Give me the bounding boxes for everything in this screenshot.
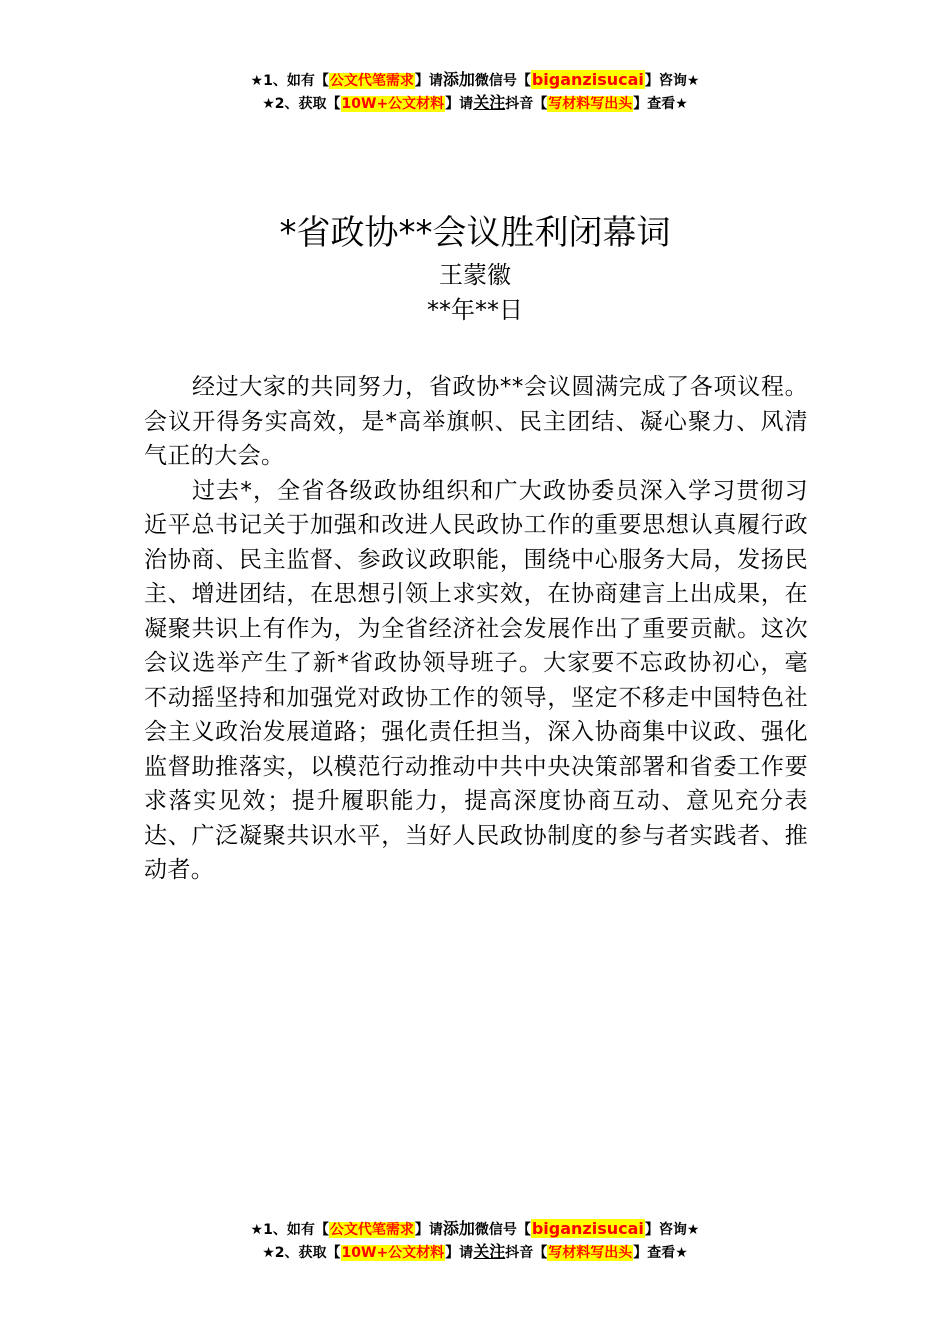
document-author: 王蒙徽 [439, 261, 511, 289]
highlight-materials: 10W+公文材料 [341, 96, 445, 112]
body-paragraph: 经过大家的共同努力，省政协**会议圆满完成了各项议程。会议开得务实高效，是*高举旗帜、民主团结、凝心聚力、风清气正的大会。 [144, 374, 808, 469]
document-header [0, 208, 950, 328]
highlight-wechat-id: biganzisucai [531, 70, 644, 89]
bottom-promo-banner [0, 1218, 950, 1264]
promo-line-2: ★2、获取【10W+公文材料】请关注抖音【写材料写出头】查看★ [262, 1242, 688, 1261]
highlight-douyin-account: 写材料写出头 [548, 1245, 633, 1261]
promo-line-2: ★2、获取【10W+公文材料】请关注抖音【写材料写出头】查看★ [262, 93, 688, 112]
document-body [144, 370, 808, 888]
highlight-materials: 10W+公文材料 [341, 1245, 445, 1261]
promo-line-1: ★1、如有【公文代笔需求】请添加微信号【biganzisucai】咨询★ [250, 1219, 700, 1238]
highlight-writing-service: 公文代笔需求 [329, 1222, 414, 1238]
highlight-wechat-id: biganzisucai [531, 1219, 644, 1238]
body-paragraph: 过去*，全省各级政协组织和广大政协委员深入学习贯彻习近平总书记关于加强和改进人民政协工作的重要思想认真履行政治协商、民主监督、参政议政职能，围绕中心服务大局，发扬民主、增进团结，在思想引领上求实效，在协商建言上出成果，在凝聚共识上有作为，为全省经济社会发展作出了重要贡献。这次会议选举产生了新*省政协领导班子。大家要不忘政协初心，毫不动摇坚持和加强党对政协工作的领导，坚定不移走中国特色社会主义政治发展道路；强化责任担当，深入协商集中议政、强化监督助推落实，以模范行动推动中共中央决策部署和省委工作要求落实见效；提升履职能力，提高深度协商互动、意见充分表达、广泛凝聚共识水平，当好人民政协制度的参与者实践者、推动者。 [144, 477, 808, 883]
document-title: *省政协**会议胜利闭幕词 [279, 213, 671, 253]
highlight-writing-service: 公文代笔需求 [329, 73, 414, 89]
top-promo-banner [0, 69, 950, 115]
highlight-douyin-account: 写材料写出头 [548, 96, 633, 112]
promo-line-1: ★1、如有【公文代笔需求】请添加微信号【biganzisucai】咨询★ [250, 70, 700, 89]
document-date: **年**日 [427, 296, 523, 324]
